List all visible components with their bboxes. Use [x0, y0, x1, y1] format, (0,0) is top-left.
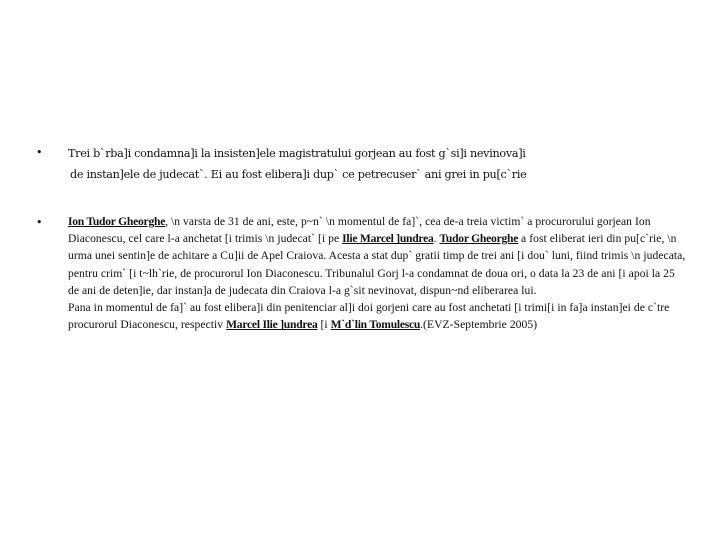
- detail-text-6: .(EVZ-Septembrie 2005): [420, 318, 538, 332]
- name-tudor-gheorghe: Tudor Gheorghe: [439, 232, 519, 246]
- bullet-item-1: [36, 143, 686, 185]
- detail-part-2: [68, 299, 686, 333]
- bullet-icon: •: [36, 146, 43, 159]
- summary-line-2: de instan]ele de judecat`. Ei au fost elibera]i dup` ce petrecuser` ani grei in pu[c`rie: [70, 168, 527, 181]
- detail-part-1: [68, 213, 686, 299]
- detail-text-1: , \n varsta de 31 de ani, este, p~n` \n momentul de fa]`, cea de-a treia victim` a procurorului gorjean Ion Diaconescu, cel care l-a anchetat [i trimis \n judecat` [i pe: [68, 215, 651, 246]
- detail-text-5: [i: [317, 318, 331, 332]
- bullet-item-2: [36, 213, 686, 333]
- detail-text-3: a fost eliberat ieri din pu[c`rie, \n urma unei sentin]e de achitare a Cu]ii de Apel Craiova. Acesta a stat dup` gratii timp de trei ani [i dou` luni, fiind trimis \n judecata, pentru crim` [i t~lh`rie, de procurorul Ion Diaconescu. Tribunalul Gorj l-a condamnat de doua ori, o data la 23 de ani [i apoi la 25 de ani de deten]ie, dar instan]a de judecata din Craiova l-a g`sit nevinovat, dispun~nd eliberarea lui.: [68, 232, 686, 297]
- name-marcel-ilie-tundrea: Marcel Ilie ]undrea: [226, 318, 318, 332]
- detail-paragraph: [68, 213, 686, 333]
- bullet-icon: •: [36, 216, 43, 229]
- summary-line-1: Trei b`rba]i condamna]i la insisten]ele magistratului gorjean au fost g`si]i nevinova]i: [68, 147, 526, 160]
- name-ilie-marcel-tundrea: Ilie Marcel ]undrea: [342, 232, 434, 246]
- detail-text-2: .: [433, 232, 440, 246]
- name-ion-tudor-gheorghe: Ion Tudor Gheorghe: [68, 215, 166, 228]
- summary-paragraph: [68, 143, 686, 185]
- bullet-list: [36, 143, 686, 333]
- name-madalin-tomulescu: M`d`lin Tomulescu: [330, 318, 421, 332]
- detail-text-4: Pana in momentul de fa]` au fost elibera]i din penitenciar al]i doi gorjeni care au fost anchetati [i trimi[i in fa]a instan]ei de c`tre procurorul Diaconescu, respectiv: [68, 301, 670, 332]
